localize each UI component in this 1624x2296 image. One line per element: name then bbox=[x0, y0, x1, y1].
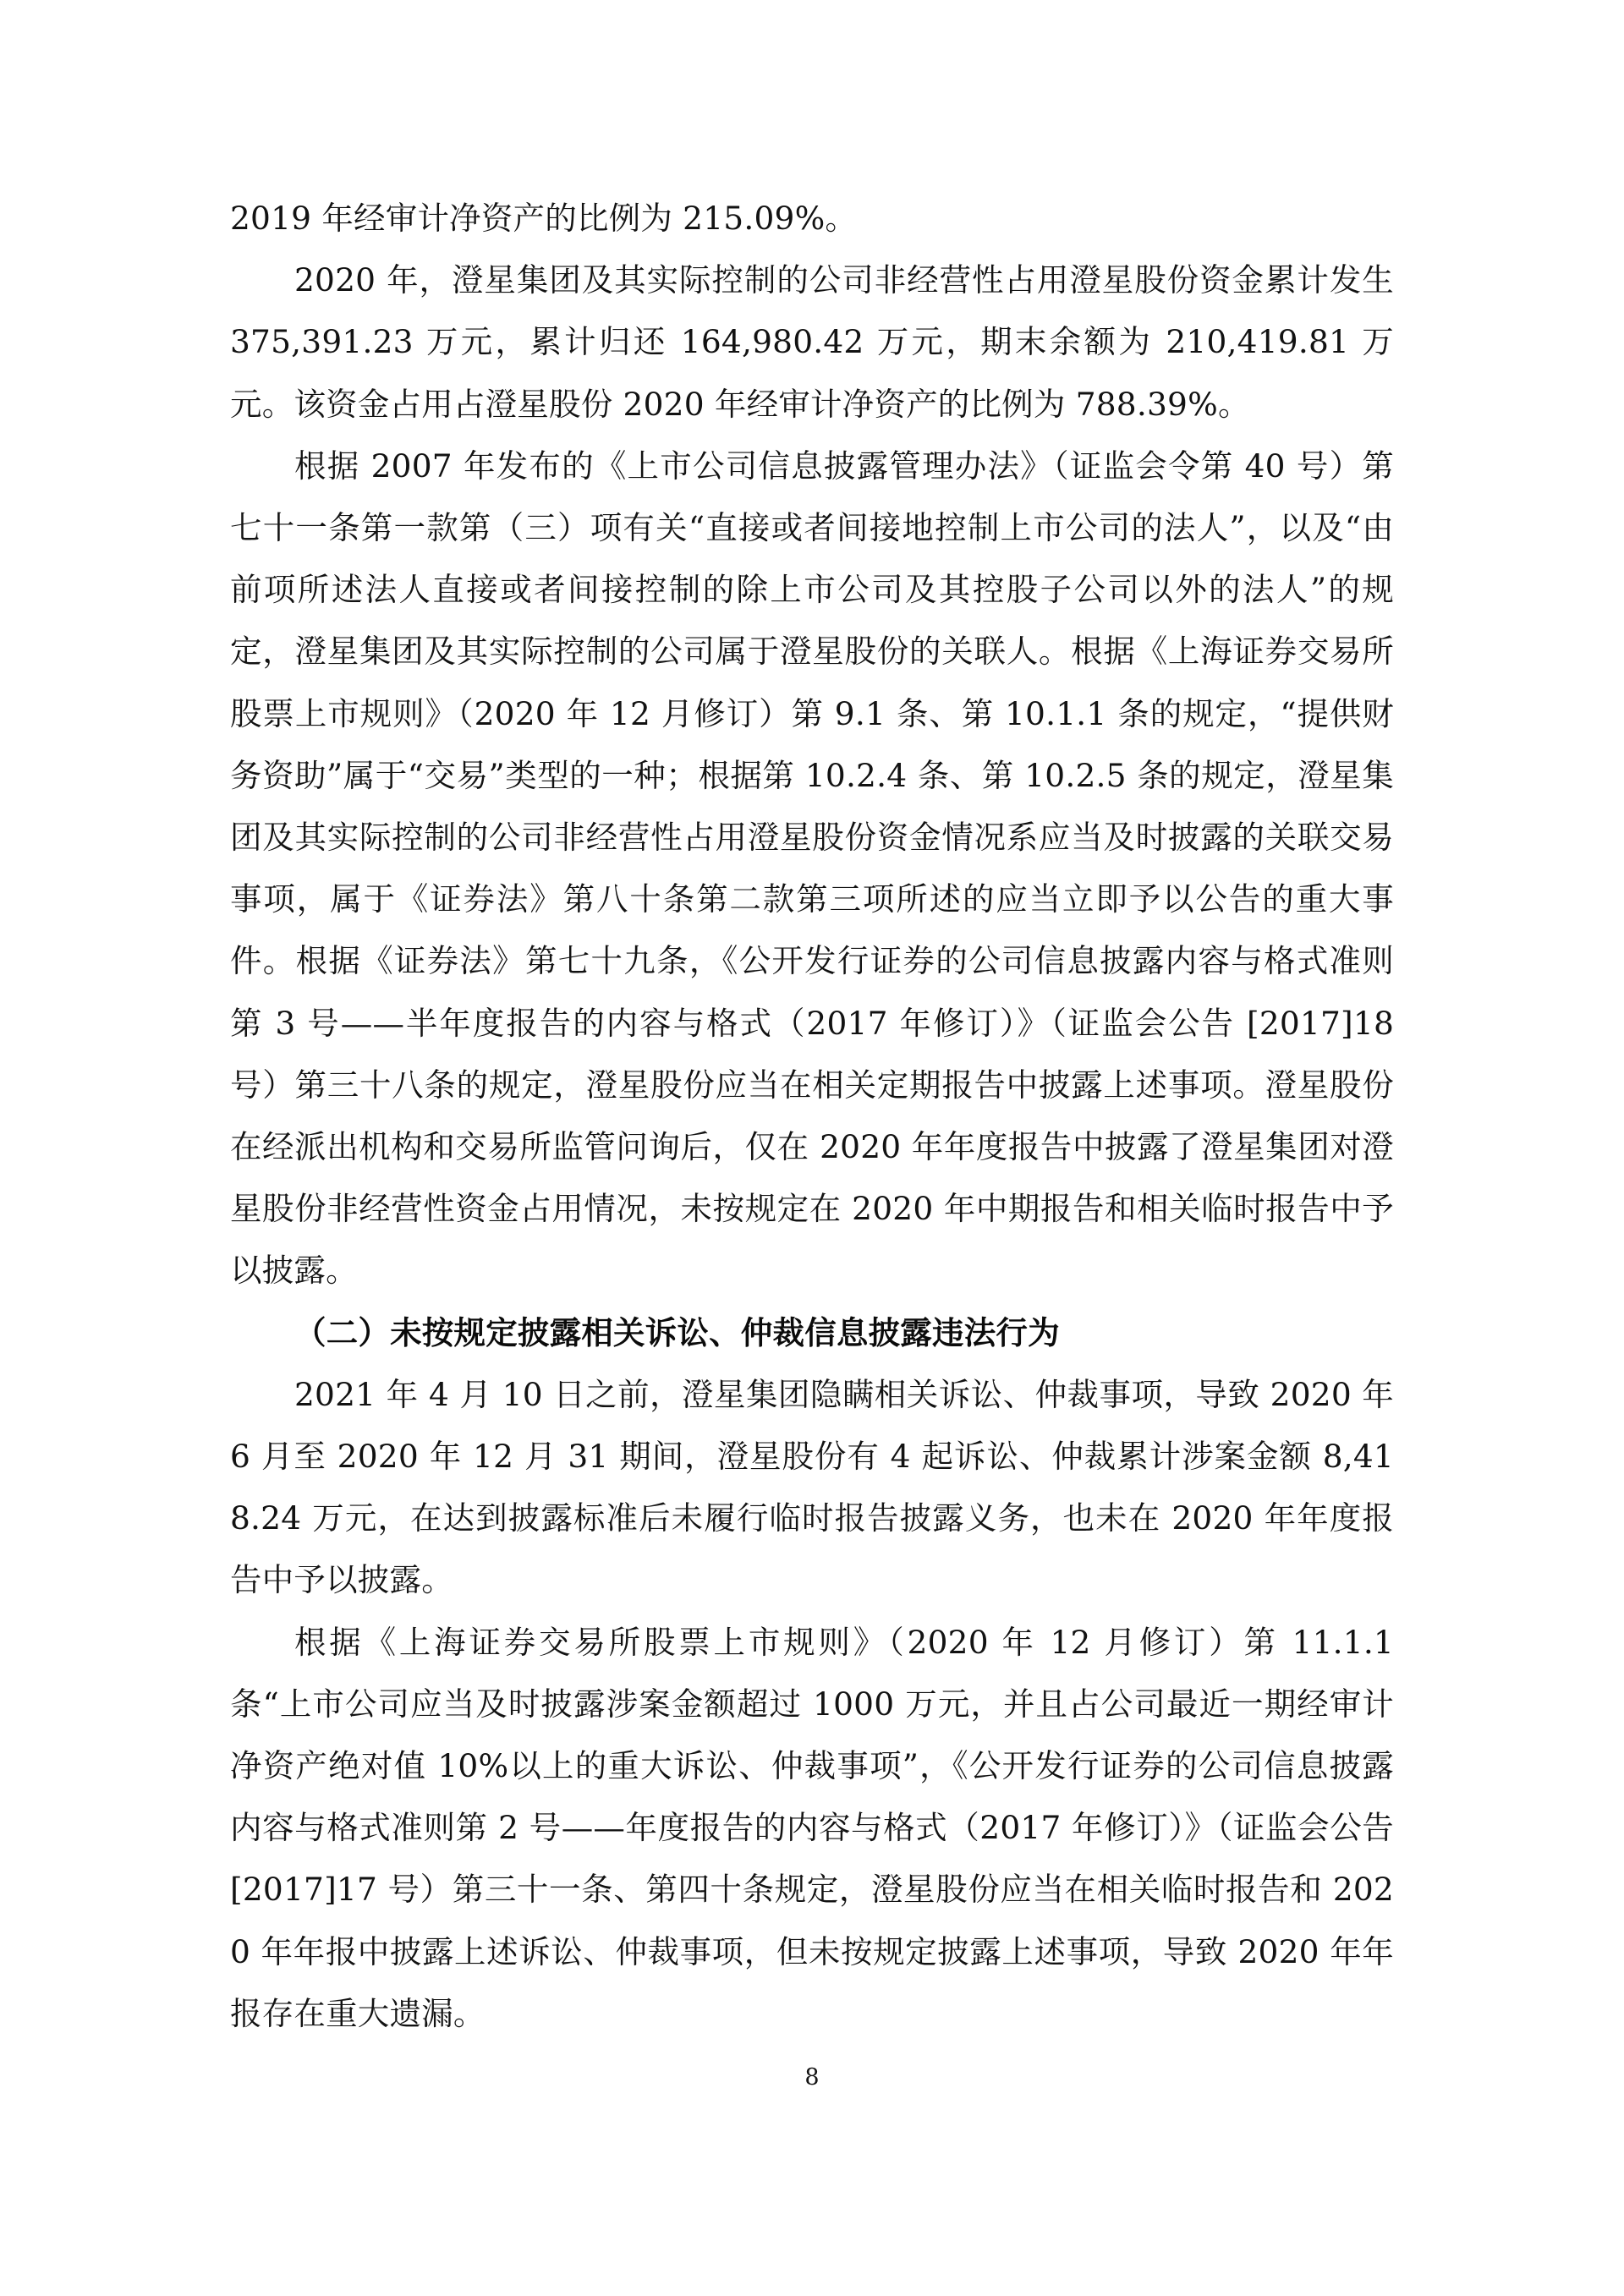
document-text-column bbox=[230, 188, 1394, 2045]
paragraph-litigation-facts: 2021 年 4 月 10 日之前，澄星集团隐瞒相关诉讼、仲裁事项，导致 2020 年 6 月至 2020 年 12 月 31 期间，澄星股份有 4 起诉讼、仲裁累计涉案金额 8,418.24 万元，在达到披露标准后未履行临时报告披露义务，也未在 2020 年年度报告中予以披露。 bbox=[230, 1375, 1394, 1599]
paragraph-regulatory-basis: 根据 2007 年发布的《上市公司信息披露管理办法》（证监会令第 40 号）第七十一条第一款第（三）项有关“直接或者间接地控制上市公司的法人”，以及“由前项所述法人直接或者间接控制的除上市公司及其控股子公司以外的法人”的规定，澄星集团及其实际控制的公司属于澄星股份的关联人。根据《上海证券交易所股票上市规则》（2020 年 12 月修订）第 9.1 条、第 10.1.1 条的规定，“提供财务资助”属于“交易”类型的一种；根据第 10.2.4 条、第 10.2.5 条的规定，澄星集团及其实际控制的公司非经营性占用澄星股份资金情况系应当及时披露的关联交易事项，属于《证券法》第八十条第二款第三项所述的应当立即予以公告的重大事件。根据《证券法》第七十九条，《公开发行证券的公司信息披露内容与格式准则第 3 号——半年度报告的内容与格式（2017 年修订）》（证监会公告 [2017]18 号）第三十八条的规定，澄星股份应当在相关定期报告中披露上述事项。澄星股份在经派出机构和交易所监管问询后，仅在 2020 年年度报告中披露了澄星集团对澄星股份非经营性资金占用情况，未按规定在 2020 年中期报告和相关临时报告中予以披露。 bbox=[230, 447, 1394, 1290]
paragraph-litigation-regulatory-basis: 根据《上海证券交易所股票上市规则》（2020 年 12 月修订）第 11.1.1 条“上市公司应当及时披露涉案金额超过 1000 万元，并且占公司最近一期经审计净资产绝对值 10%以上的重大诉讼、仲裁事项”，《公开发行证券的公司信息披露内容与格式准则第 2 号——年度报告的内容与格式（2017 年修订）》（证监会公告[2017]17 号）第三十一条、第四十条规定，澄星股份应当在相关临时报告和 2020 年年报中披露上述诉讼、仲裁事项，但未按规定披露上述事项，导致 2020 年年报存在重大遗漏。 bbox=[230, 1623, 1394, 2032]
page-number: 8 bbox=[804, 2064, 820, 2091]
section-heading-litigation-disclosure-violation: （二）未按规定披露相关诉讼、仲裁信息披露违法行为 bbox=[294, 1313, 1060, 1351]
paragraph-fund-occupation-2020: 2020 年，澄星集团及其实际控制的公司非经营性占用澄星股份资金累计发生 375,391.23 万元，累计归还 164,980.42 万元，期末余额为 210,419.81 万元。该资金占用占澄星股份 2020 年经审计净资产的比例为 788.39%。 bbox=[230, 261, 1394, 423]
paragraph-continuation: 2019 年经审计净资产的比例为 215.09%。 bbox=[230, 200, 858, 237]
